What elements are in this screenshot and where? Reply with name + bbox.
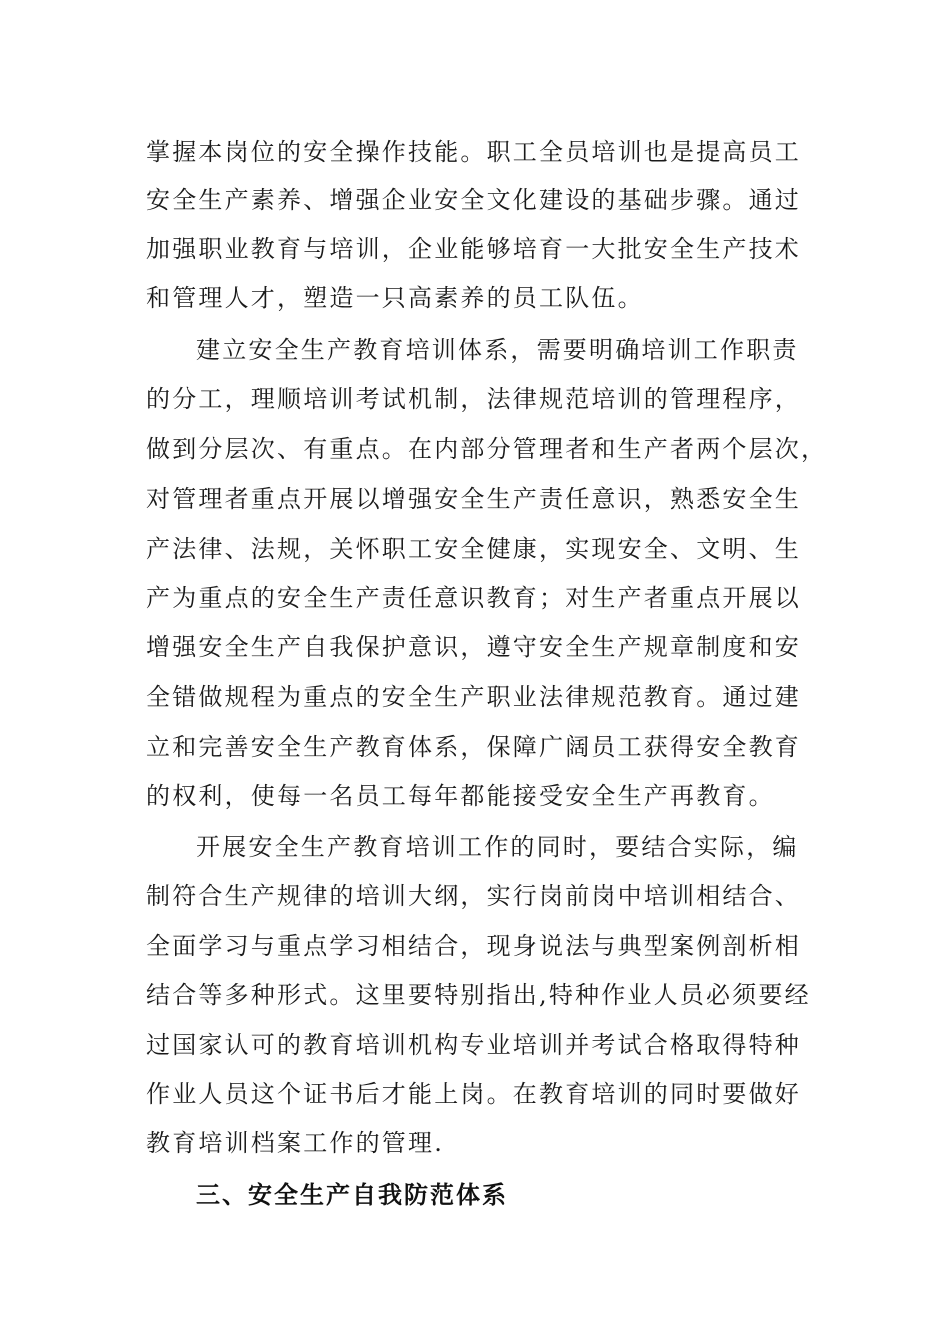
paragraph-1-line-4: 和管理人才，塑造一只高素养的员工队伍。 bbox=[146, 284, 644, 312]
paragraph-1-line-2: 安全生产素养、增强企业安全文化建设的基础步骤。通过 bbox=[146, 186, 801, 214]
paragraph-2-line-2: 的分工，理顺培训考试机制，法律规范培训的管理程序， bbox=[146, 385, 801, 413]
paragraph-3-line-7: 教育培训档案工作的管理. bbox=[146, 1129, 445, 1157]
paragraph-1-line-3: 加强职业教育与培训，企业能够培育一大批安全生产技术 bbox=[146, 235, 801, 263]
paragraph-2-line-5: 产法律、法规，关怀职工安全健康，实现安全、文明、生 bbox=[146, 535, 801, 563]
paragraph-2-line-6: 产为重点的安全生产责任意识教育；对生产者重点开展以 bbox=[146, 584, 801, 612]
paragraph-2-line-1: 建立安全生产教育培训体系，需要明确培训工作职责 bbox=[196, 336, 799, 364]
paragraph-3-line-4: 结合等多种形式。这里要特别指出,特种作业人员必须要经 bbox=[146, 981, 811, 1009]
paragraph-3-line-6: 作业人员这个证书后才能上岗。在教育培训的同时要做好 bbox=[146, 1080, 801, 1108]
paragraph-3-line-2: 制符合生产规律的培训大纲，实行岗前岗中培训相结合、 bbox=[146, 882, 801, 910]
paragraph-3-line-5: 过国家认可的教育培训机构专业培训并考试合格取得特种 bbox=[146, 1031, 801, 1059]
paragraph-2-line-9: 立和完善安全生产教育体系，保障广阔员工获得安全教育 bbox=[146, 733, 801, 761]
paragraph-1-line-1: 掌握本岗位的安全操作技能。职工全员培训也是提高员工 bbox=[146, 138, 801, 166]
paragraph-3-line-3: 全面学习与重点学习相结合，现身说法与典型案例剖析相 bbox=[146, 932, 801, 960]
paragraph-2-line-10: 的权利，使每一名员工每年都能接受安全生产再教育。 bbox=[146, 782, 775, 810]
paragraph-3-line-1: 开展安全生产教育培训工作的同时，要结合实际，编 bbox=[196, 833, 799, 861]
paragraph-2-line-4: 对管理者重点开展以增强安全生产责任意识，熟悉安全生 bbox=[146, 485, 801, 513]
section-heading: 三、安全生产自我防范体系 bbox=[196, 1181, 508, 1209]
paragraph-2-line-8: 全错做规程为重点的安全生产职业法律规范教育。通过建 bbox=[146, 683, 801, 711]
paragraph-2-line-7: 增强安全生产自我保护意识，遵守安全生产规章制度和安 bbox=[146, 633, 801, 661]
paragraph-2-line-3: 做到分层次、有重点。在内部分管理者和生产者两个层次， bbox=[146, 435, 828, 463]
